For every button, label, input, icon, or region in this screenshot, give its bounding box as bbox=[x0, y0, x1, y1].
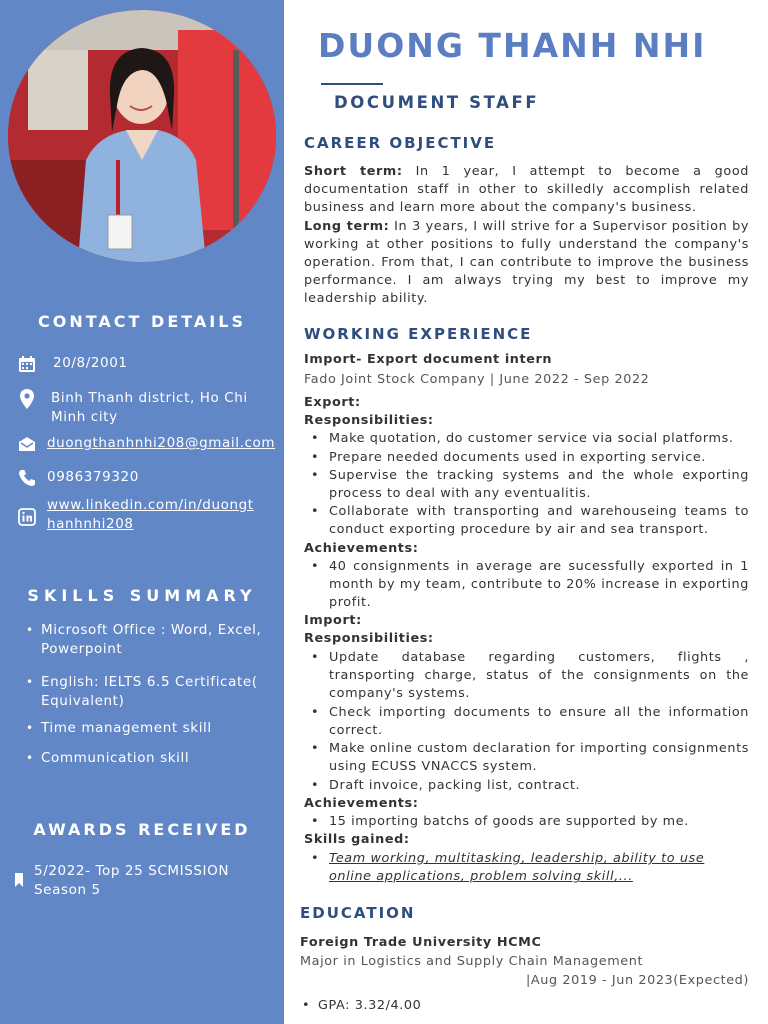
contact-address bbox=[16, 389, 278, 427]
bullet-icon: • bbox=[26, 721, 34, 735]
bookmark-icon bbox=[8, 870, 30, 890]
list-item: • 15 importing batchs of goods are supported by me. bbox=[311, 814, 689, 829]
location-pin-icon bbox=[16, 389, 38, 409]
short-term-label: Short term: bbox=[304, 164, 403, 179]
phone-icon bbox=[16, 468, 38, 488]
profile-photo-illustration bbox=[8, 10, 276, 262]
gpa-text: GPA: 3.32/4.00 bbox=[318, 998, 422, 1013]
calendar-icon bbox=[16, 354, 38, 374]
achievements-label: Achievements: bbox=[304, 541, 419, 556]
sidebar bbox=[0, 0, 284, 1024]
achievements-label: Achievements: bbox=[304, 796, 419, 811]
school-name: Foreign Trade University HCMC bbox=[300, 935, 542, 950]
list-item: • Collaborate with transporting and warehouseing teams to conduct exporting procedure by air and sea transport. bbox=[311, 504, 749, 538]
list-item: • Make online custom declaration for importing consignments using ECUSS VNACCS system. bbox=[311, 741, 749, 775]
bullet-icon: • bbox=[26, 675, 34, 689]
list-item: • Prepare needed documents used in exporting service. bbox=[311, 450, 706, 465]
responsibilities-label: Responsibilities: bbox=[304, 631, 434, 646]
linkedin-icon bbox=[16, 507, 38, 527]
email-link[interactable]: duongthanhnhi208@gmail.com bbox=[47, 435, 276, 451]
contact-details-heading: CONTACT DETAILS bbox=[38, 312, 246, 331]
long-term-text: In 3 years, I will strive for a Supervisor position by working at other positions to fully understand the company's operation. From that, I can contribute to improve the business performance. I am always trying my best to improve my leadership ability. bbox=[304, 218, 750, 307]
contact-email[interactable] bbox=[16, 434, 278, 454]
email-icon bbox=[16, 434, 38, 454]
list-item: • Draft invoice, packing list, contract. bbox=[311, 778, 581, 793]
awards-received-heading: AWARDS RECEIVED bbox=[33, 820, 251, 839]
contact-linkedin[interactable] bbox=[16, 496, 278, 534]
list-item: • Check importing documents to ensure all the information correct. bbox=[311, 705, 749, 739]
skill-item: • Microsoft Office : Word, Excel, Powerpoint bbox=[26, 622, 262, 657]
education-heading: EDUCATION bbox=[300, 904, 416, 922]
linkedin-link[interactable]: www.linkedin.com/in/duongthanhnhi208 bbox=[47, 497, 254, 532]
skills-gained-label: Skills gained: bbox=[304, 832, 410, 847]
award-item bbox=[8, 862, 270, 900]
company-and-dates: Fado Joint Stock Company | June 2022 - Sep 2022 bbox=[304, 372, 650, 387]
job-title: Import- Export document intern bbox=[304, 352, 553, 367]
main-content bbox=[284, 0, 768, 1024]
working-experience-heading: WORKING EXPERIENCE bbox=[304, 325, 533, 343]
list-item: • 40 consignments in average are sucessfully exported in 1 month by my team, contribute to 20% increase in exporting profit. bbox=[311, 559, 749, 611]
career-objective-heading: CAREER OBJECTIVE bbox=[304, 134, 497, 152]
study-period: |Aug 2019 - Jun 2023(Expected) bbox=[525, 973, 749, 988]
career-objective-text bbox=[304, 163, 749, 309]
bullet-icon: • bbox=[26, 623, 34, 637]
list-item: • GPA: 3.32/4.00 bbox=[300, 997, 745, 1015]
job-role: DOCUMENT STAFF bbox=[334, 93, 540, 112]
profile-photo bbox=[8, 10, 276, 262]
import-label: Import: bbox=[304, 613, 362, 628]
contact-phone[interactable] bbox=[16, 468, 278, 488]
list-item: • Make quotation, do customer service via social platforms. bbox=[311, 431, 734, 446]
major-text: Major in Logistics and Supply Chain Management bbox=[300, 954, 644, 969]
candidate-name: DUONG THANH NHI bbox=[318, 26, 707, 65]
export-label: Export: bbox=[304, 395, 361, 410]
birthdate-text: 20/8/2001 bbox=[53, 355, 128, 371]
address-text: Binh Thanh district, Ho Chi Minh city bbox=[51, 390, 248, 425]
skill-item: • Communication skill bbox=[26, 750, 190, 766]
name-divider bbox=[321, 83, 383, 85]
skill-item: • English: IELTS 6.5 Certificate( Equivalent) bbox=[26, 674, 258, 709]
skills-summary-heading: SKILLS SUMMARY bbox=[27, 586, 257, 605]
list-item: • Team working, multitasking, leadership, ability to use online applications, problem solving skill,... bbox=[304, 850, 749, 886]
list-item: • Supervise the tracking systems and the whole exporting process to deal with any eventualitis. bbox=[311, 468, 749, 502]
bullet-icon: • bbox=[26, 751, 34, 765]
long-term-label: Long term: bbox=[304, 218, 390, 234]
contact-birthdate bbox=[16, 354, 278, 374]
award-text: 5/2022- Top 25 SCMISSION Season 5 bbox=[34, 863, 230, 898]
phone-text[interactable]: 0986379320 bbox=[47, 469, 139, 485]
responsibilities-label: Responsibilities: bbox=[304, 413, 434, 428]
skills-gained-text: Team working, multitasking, leadership, ability to use online applications, problem solving skill,... bbox=[329, 851, 705, 885]
short-term-text: In 1 year, I attempt to become a good documentation staff in other to skilledly accomplish related business and learn more about the company's business. bbox=[304, 164, 749, 216]
list-item: • Update database regarding customers, flights , transporting charge, status of the consignments on the company's systems. bbox=[311, 650, 749, 702]
skill-item: • Time management skill bbox=[26, 720, 212, 736]
